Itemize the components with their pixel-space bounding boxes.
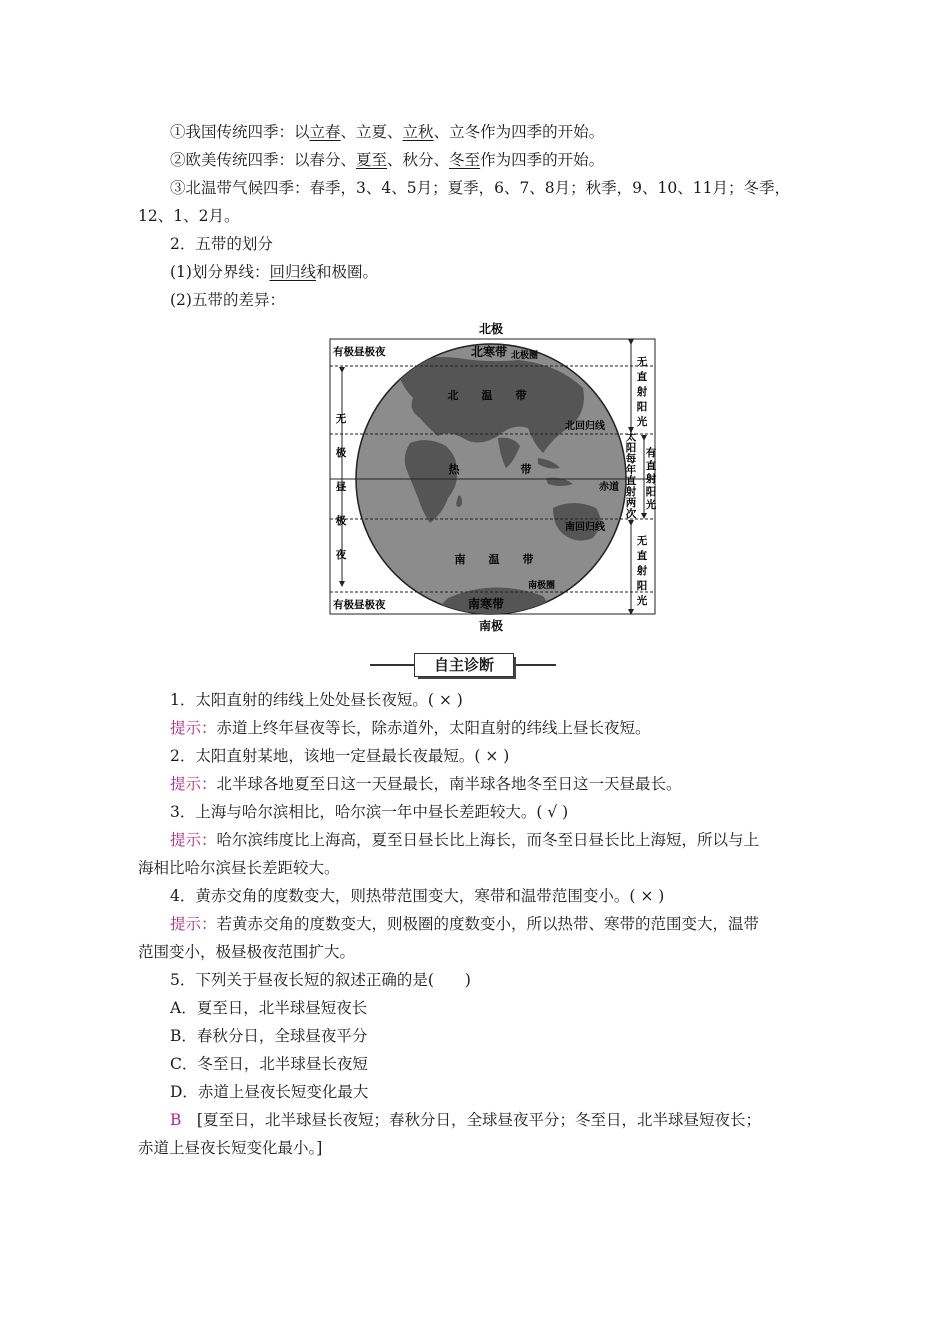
tropic-capricorn-label: 南回归线 xyxy=(565,522,605,533)
title-bar-left xyxy=(370,664,414,666)
hint-3-cont: 海相比哈尔滨昼长差距较大。 xyxy=(138,859,340,877)
diagram-char: 北 xyxy=(447,389,459,402)
diagram-char: 光 xyxy=(636,595,648,607)
underlined-term: 立秋 xyxy=(402,123,434,141)
diagram-char: 每 xyxy=(625,453,637,465)
globe-figure xyxy=(328,318,658,636)
diagram-char: 两 xyxy=(625,497,637,509)
diagram-char: 带 xyxy=(522,553,534,566)
hint-label: 提示： xyxy=(170,831,217,849)
hint-2 xyxy=(170,774,682,794)
underlined-term: 冬至 xyxy=(449,151,481,169)
text: 、立冬作为四季的开始。 xyxy=(433,123,605,141)
text: 、立夏、 xyxy=(340,123,403,141)
hint-label: 提示： xyxy=(170,719,217,737)
option-b: B．春秋分日，全球昼夜平分 xyxy=(170,1027,368,1045)
seasons-china xyxy=(170,122,604,142)
north-frigid-label: 北寒带 xyxy=(471,345,508,359)
no-direct-bottom-label xyxy=(637,534,648,607)
hint-text: 哈尔滨纬度比上海高，夏至日昼长比上海长，而冬至日昼长比上海短，所以与上 xyxy=(216,831,760,849)
hint-label: 提示： xyxy=(170,915,217,933)
option-d: D．赤道上昼夜长短变化最大 xyxy=(170,1083,369,1101)
seasons-climate-cont: 12、1、2月。 xyxy=(138,207,240,225)
hint-1 xyxy=(170,718,651,738)
answer-text: [夏至日，北半球昼长夜短；春秋分日，全球昼夜平分；冬至日，北半球昼短夜长； xyxy=(196,1111,761,1129)
diagram-char: 阳 xyxy=(645,486,657,498)
question-2: 2．太阳直射某地，该地一定昼最长夜最短。( × ) xyxy=(170,747,510,765)
diagram-char: 射 xyxy=(645,473,657,485)
diagram-char: 热 xyxy=(448,463,460,476)
hint-3 xyxy=(170,830,759,850)
hint-label: 提示： xyxy=(170,775,217,793)
question-3: 3．上海与哈尔滨相比，哈尔滨一年中昼长差距较大。( √ ) xyxy=(170,803,569,821)
arctic-circle-label: 北极圈 xyxy=(511,351,539,361)
text: 和极圈。 xyxy=(315,263,378,281)
diagram-char: 直 xyxy=(636,371,648,383)
diagram-char: 次 xyxy=(625,508,637,520)
diagram-char: 南 xyxy=(454,553,466,566)
text: ①我国传统四季：以 xyxy=(170,123,310,141)
twice-yearly-label xyxy=(626,430,637,520)
no-direct-top-label xyxy=(637,355,648,428)
hint-text: 赤道上终年昼夜等长，除赤道外，太阳直射的纬线上昼长夜短。 xyxy=(216,719,651,737)
hint-text: 若黄赤交角的度数变大，则极圈的度数变小，所以热带、寒带的范围变大，温带 xyxy=(216,915,760,933)
diagram-char: 夜 xyxy=(335,549,347,561)
diagram-char: 极 xyxy=(335,447,347,459)
answer-letter: B xyxy=(170,1111,182,1129)
diagram-char: 太 xyxy=(625,431,637,443)
diagram-char: 直 xyxy=(625,475,637,487)
text: (1)划分界线： xyxy=(170,263,270,281)
polar-day-night-bottom: 有极昼极夜 xyxy=(333,599,386,611)
option-c: C．冬至日，北半球昼长夜短 xyxy=(170,1055,368,1073)
section-title-text: 自主诊断 xyxy=(414,653,514,677)
diagram-char: 光 xyxy=(645,499,657,511)
equator-label: 赤道 xyxy=(599,482,619,493)
diagram-char: 阳 xyxy=(636,401,648,413)
diagram-char: 直 xyxy=(636,550,648,562)
question-5: 5．下列关于昼夜长短的叙述正确的是( ) xyxy=(170,971,471,989)
five-zones-diagram xyxy=(328,318,658,636)
question-1: 1．太阳直射的纬线上处处昼长夜短。( × ) xyxy=(170,691,463,709)
diagram-char: 射 xyxy=(636,565,648,577)
diagram-char: 极 xyxy=(335,515,347,527)
diagram-char: 昼 xyxy=(335,481,347,493)
diagram-char: 射 xyxy=(625,486,637,498)
diagram-char: 无 xyxy=(335,413,347,425)
seasons-climate: ③北温带气候四季：春季，3、4、5月；夏季，6、7、8月；秋季，9、10、11月；冬季， xyxy=(170,179,790,197)
diagram-char: 阳 xyxy=(625,442,637,454)
diagram-char: 直 xyxy=(645,460,657,472)
underlined-term: 立春 xyxy=(309,123,341,141)
diagram-char: 带 xyxy=(515,389,527,402)
diagram-char: 阳 xyxy=(636,580,648,592)
five-zones-heading: 2．五带的划分 xyxy=(170,235,273,253)
diagram-char: 无 xyxy=(636,535,648,547)
diagram-char: 射 xyxy=(636,386,648,398)
has-direct-label xyxy=(646,446,657,511)
diagram-char: 无 xyxy=(636,356,648,368)
antarctic-circle-label: 南极圈 xyxy=(528,581,556,591)
text: 作为四季的开始。 xyxy=(480,151,605,169)
diagram-char: 年 xyxy=(625,464,637,476)
answer xyxy=(170,1110,761,1130)
diagram-char: 光 xyxy=(636,416,648,428)
north-pole-label: 北极 xyxy=(478,322,504,336)
option-a: A．夏至日，北半球昼短夜长 xyxy=(170,999,368,1017)
text: ②欧美传统四季：以春分、 xyxy=(170,151,357,169)
five-zones-difference: (2)五带的差异： xyxy=(170,291,285,309)
five-zones-boundary xyxy=(170,262,378,282)
tropic-cancer-label: 北回归线 xyxy=(565,421,605,432)
title-bar-right xyxy=(514,664,556,666)
text: 、秋分、 xyxy=(387,151,450,169)
diagram-char: 带 xyxy=(520,463,532,476)
diagram-char: 温 xyxy=(481,389,493,402)
underlined-term: 夏至 xyxy=(356,151,388,169)
seasons-west xyxy=(170,150,604,170)
hint-text: 北半球各地夏至日这一天昼最长，南半球各地冬至日这一天昼最长。 xyxy=(216,775,682,793)
question-4: 4．黄赤交角的度数变大，则热带范围变大，寒带和温带范围变小。( × ) xyxy=(170,887,665,905)
diagram-char: 温 xyxy=(488,553,500,566)
section-title xyxy=(370,653,556,677)
hint-4-cont: 范围变小，极昼极夜范围扩大。 xyxy=(138,943,356,961)
polar-day-night-top: 有极昼极夜 xyxy=(333,346,386,358)
underlined-term: 回归线 xyxy=(269,263,316,281)
south-pole-label: 南极 xyxy=(478,619,504,633)
south-frigid-label: 南寒带 xyxy=(468,597,505,611)
hint-4 xyxy=(170,914,759,934)
answer-cont: 赤道上昼夜长短变化最小。] xyxy=(138,1139,323,1157)
diagram-char: 有 xyxy=(645,447,657,459)
